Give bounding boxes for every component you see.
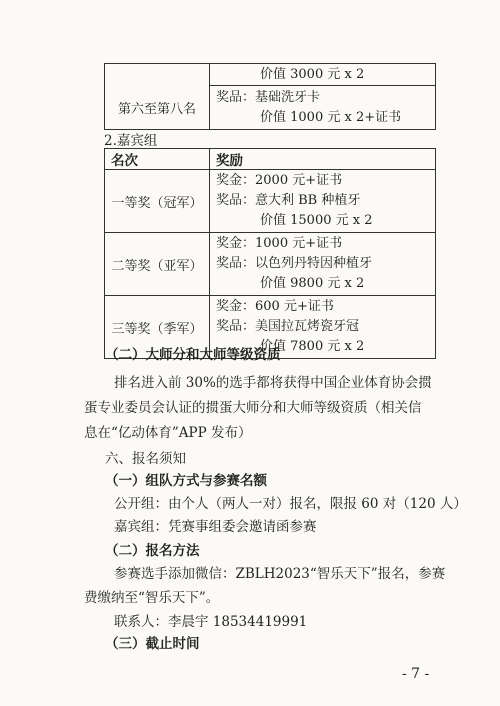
header-rank: 名次 [105, 149, 210, 170]
table-row [105, 64, 436, 86]
award-line: 奖品：美国拉瓦烤瓷牙冠 [216, 319, 360, 334]
award-line: 奖金：2000 元+证书 [216, 173, 343, 188]
method-heading: （二）报名方法 [105, 543, 200, 559]
award-line: 价值 1000 元 x 2+证书 [260, 109, 402, 125]
table-header-row [105, 149, 436, 170]
guest-group-caption: 2.嘉宾组 [104, 133, 158, 149]
open-group-text: 公开组：由个人（两人一对）报名，限报 60 对（120 人） [114, 496, 467, 512]
prize-table-continued [104, 63, 436, 130]
master-paragraph-line: 息在“亿动体育”APP 发布） [84, 425, 252, 441]
master-heading: （二）大师分和大师等级资质 [105, 347, 281, 363]
deadline-heading: （三）截止时间 [105, 636, 200, 652]
rank-cell: 一等奖（冠军） [105, 170, 210, 233]
master-paragraph-line: 排名进入前 30%的选手都将获得中国企业体育协会掼 [114, 375, 432, 391]
rank-cell: 三等奖（季军） [105, 296, 210, 359]
rank-cell: 第六至第八名 [105, 86, 210, 130]
table-row [105, 86, 436, 130]
award-line: 价值 15000 元 x 2 [260, 213, 373, 228]
method-line: 参赛选手添加微信：ZBLH2023“智乐天下”报名，参赛 [114, 566, 446, 582]
award-line: 价值 3000 元 x 2 [260, 66, 365, 82]
award-cell [210, 64, 436, 86]
rank-cell [105, 64, 210, 86]
award-cell [210, 170, 436, 233]
award-line: 价值 7800 元 x 2 [260, 339, 365, 354]
award-line: 奖品：以色列丹特因种植牙 [216, 256, 373, 271]
award-cell [210, 86, 436, 130]
award-line: 奖品：基础洗牙卡 [216, 89, 321, 105]
method-line: 费缴纳至“智乐天下”。 [84, 590, 220, 606]
award-line: 奖金：600 元+证书 [216, 299, 334, 314]
registration-heading: 六、报名须知 [105, 451, 186, 467]
team-format-heading: （一）组队方式与参赛名额 [105, 473, 267, 489]
table-row [105, 170, 436, 233]
page-number: - 7 - [402, 666, 430, 682]
award-line: 价值 9800 元 x 2 [260, 276, 365, 291]
guest-prize-table [104, 148, 436, 359]
contact-text: 联系人：李晨宇 18534419991 [114, 614, 308, 630]
award-line: 奖金：1000 元+证书 [216, 236, 343, 251]
header-award: 奖励 [210, 149, 436, 170]
award-cell [210, 233, 436, 296]
guest-group-text: 嘉宾组：凭赛事组委会邀请函参赛 [114, 519, 317, 535]
master-paragraph-line: 蛋专业委员会认证的掼蛋大师分和大师等级资质（相关信 [84, 400, 422, 416]
award-line: 奖品：意大利 BB 种植牙 [216, 193, 361, 208]
table-row [105, 233, 436, 296]
rank-cell: 二等奖（亚军） [105, 233, 210, 296]
